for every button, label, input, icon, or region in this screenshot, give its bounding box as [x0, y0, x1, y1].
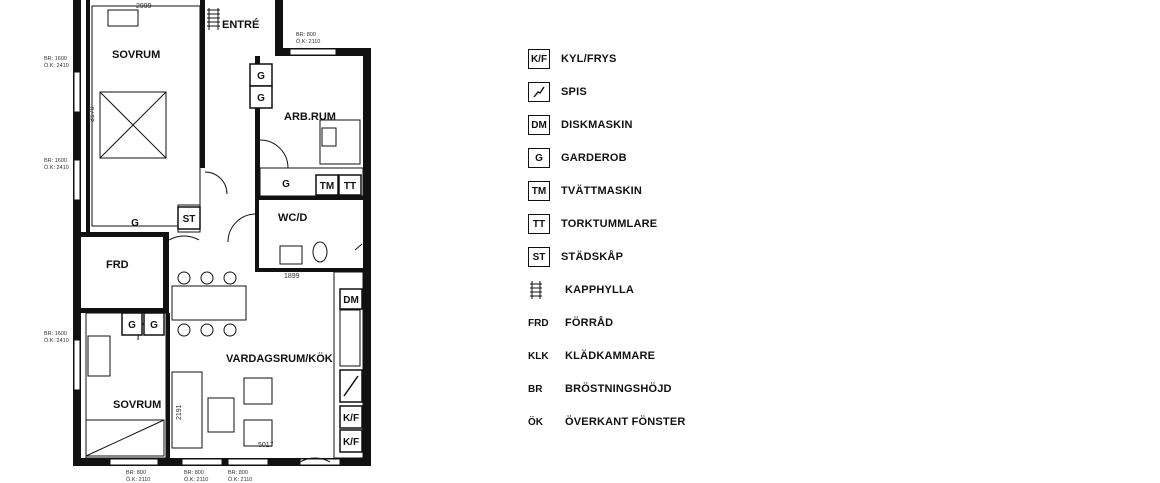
legend-item [528, 114, 633, 136]
window-note: BR: 800 [296, 32, 316, 38]
window-note: Ö.K: 2110 [126, 477, 151, 483]
interior-walls [81, 0, 363, 458]
room-label-arb-rum: ARB.RUM [284, 111, 336, 123]
legend-item [528, 279, 634, 301]
legend-item [528, 180, 642, 202]
dimension-top: 2999 [136, 3, 152, 10]
window-note: BR: 800 [184, 470, 204, 476]
legend-label: KAPPHYLLA [565, 284, 635, 296]
legend-label: KYL/FRYS [561, 53, 617, 65]
legend-item [528, 147, 627, 169]
window-note: Ö.K: 2110 [184, 477, 209, 483]
legend-symbol: TM [528, 181, 550, 201]
dm-label: DM [343, 295, 359, 306]
legend-symbol: KLK [528, 350, 549, 362]
legend-symbol: G [528, 148, 550, 168]
window-note: Ö.K: 2110 [228, 477, 253, 483]
window-note: BR: 800 [228, 470, 248, 476]
legend-label: ÖVERKANT FÖNSTER [565, 416, 686, 428]
legend-label: KLÄDKAMMARE [565, 350, 656, 362]
legend-item [528, 378, 672, 400]
room-label-entre: ENTRÉ [222, 19, 260, 31]
room-label-sovrum-bottom: SOVRUM [113, 399, 162, 411]
legend-label: SPIS [561, 86, 587, 98]
bed-top [100, 10, 166, 158]
window-note: Ö.K: 2410 [44, 165, 69, 171]
st-label: ST [182, 214, 196, 225]
dining-table [172, 272, 246, 336]
room-label-wc: WC/D [278, 212, 308, 224]
legend-label: FÖRRÅD [565, 317, 614, 329]
g-label: G [257, 93, 265, 104]
legend-item [528, 213, 657, 235]
g-label: G [150, 320, 158, 331]
legend-item [528, 81, 587, 103]
legend-symbol: FRD [528, 317, 549, 329]
window-note: Ö.K: 2410 [44, 338, 69, 344]
legend-item [528, 246, 623, 268]
floor-plan [0, 0, 380, 483]
stove-icon [528, 82, 550, 102]
legend-label: STÄDSKÅP [561, 251, 624, 263]
legend-symbol: BR [528, 383, 543, 395]
legend-item [528, 345, 655, 367]
legend-label: GARDEROB [561, 152, 627, 164]
tm-label: TM [319, 181, 335, 192]
room-label-vardagsrum: VARDAGSRUM/KÖK [226, 353, 333, 365]
room-label-sovrum-top: SOVRUM [112, 49, 161, 61]
tt-label: TT [343, 181, 357, 192]
dimension-wc: 1899 [284, 273, 300, 280]
window-note: BR: 1600 [44, 331, 67, 337]
window-note: BR: 1600 [44, 56, 67, 62]
kf-label: K/F [342, 413, 360, 424]
legend-label: DISKMASKIN [561, 119, 633, 131]
legend-symbol: DM [528, 115, 550, 135]
window-note: Ö.K: 2410 [44, 63, 69, 69]
counter [340, 310, 360, 366]
wc-fixtures [280, 242, 362, 264]
window-note: Ö.K: 2110 [296, 39, 321, 45]
legend-label: TVÄTTMASKIN [561, 185, 643, 197]
legend-symbol: K/F [528, 49, 550, 69]
dimension-sovrum: 3170 [89, 106, 96, 122]
g-label: G [257, 71, 265, 82]
legend-item [528, 411, 686, 433]
legend-symbol: ÖK [528, 416, 543, 428]
coat-rack [207, 8, 220, 30]
legend-item [528, 312, 613, 334]
g-label: G [128, 320, 136, 331]
kf-label: K/F [342, 437, 360, 448]
window-note: BR: 1600 [44, 158, 67, 164]
g-label: G [131, 218, 139, 229]
room-label-frd: FRD [106, 259, 129, 271]
legend-symbol: TT [528, 214, 550, 234]
legend-label: TORKTUMMLARE [561, 218, 658, 230]
top-window [290, 49, 336, 55]
coat-rack-icon [528, 280, 554, 300]
legend-symbol: ST [528, 247, 550, 267]
dimension-living-width: 5017 [258, 442, 274, 449]
bed-bottom [86, 336, 164, 456]
window-note: BR: 800 [126, 470, 146, 476]
dimension-living-depth: 2191 [176, 404, 183, 420]
legend-label: BRÖSTNINGSHÖJD [565, 383, 672, 395]
legend-item [528, 48, 617, 70]
g-label: G [282, 179, 290, 190]
